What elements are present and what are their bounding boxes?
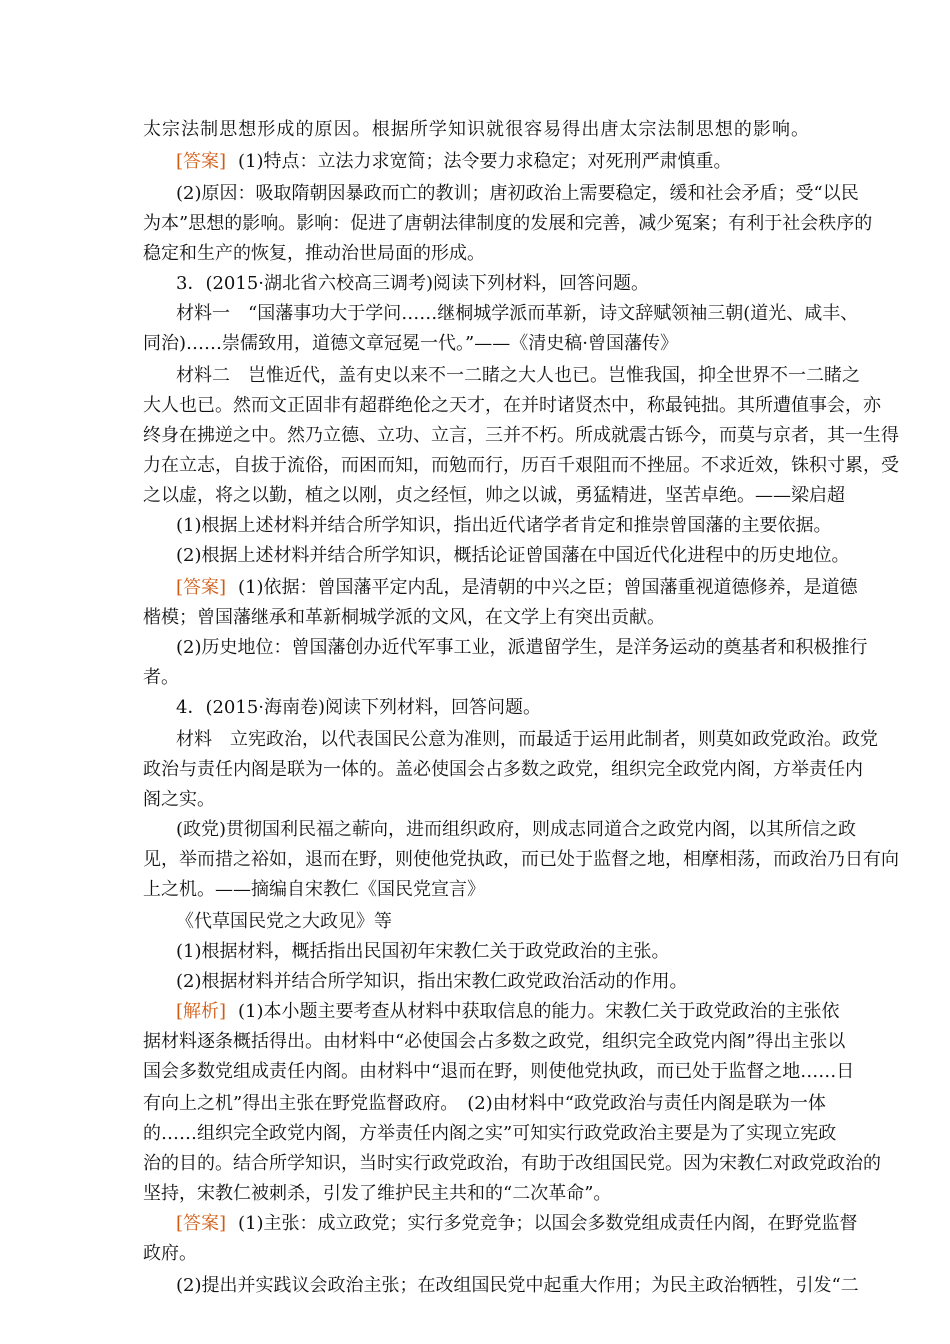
text-line: 为本”思想的影响。影响：促进了唐朝法律制度的发展和完善，减少冤案；有利于社会秩序的 (143, 213, 873, 234)
text-line: 政府。 (143, 1243, 197, 1264)
answer-text: (1)主张：成立政党；实行多党竞争；以国会多数党组成责任内阁，在野党监督 (238, 1213, 858, 1234)
text-line: 有向上之机”得出主张在野党监督政府。 (2)由材料中“政党政治与责任内阁是联为一体 (143, 1093, 826, 1114)
text-line: 同治)……崇儒致用，道德文章冠冕一代。”——《清史稿·曾国藩传》 (143, 333, 678, 354)
text-line: (2)提出并实践议会政治主张；在改组国民党中起重大作用；为民主政治牺牲，引发“二 (176, 1275, 859, 1296)
text-line: 楷模；曾国藩继承和革新桐城学派的文风，在文学上有突出贡献。 (143, 607, 665, 628)
text-line: (2)原因：吸取隋朝因暴政而亡的教训；唐初政治上需要稳定，缓和社会矛盾；受“以民 (176, 183, 859, 204)
analysis-tag: [解析] (176, 1001, 227, 1022)
text-line: 见，举而措之裕如，退而在野，则使他党执政，而已处于监督之地，相摩相荡，而政治乃日有向 (143, 849, 899, 870)
text-line: 者。 (143, 667, 179, 688)
answer-line (176, 150, 809, 174)
question-heading: 4．(2015·海南卷)阅读下列材料，回答问题。 (176, 697, 542, 718)
question-item: (2)根据材料并结合所学知识，指出宋教仁政党政治活动的作用。 (176, 971, 688, 992)
answer-tag: [答案] (176, 1213, 227, 1234)
text-line: 稳定和生产的恢复，推动治世局面的形成。 (143, 243, 485, 264)
answer-text: (1)特点：立法力求宽简；法令要力求稳定；对死刑严肃慎重。 (238, 151, 732, 172)
text-line: 政治与责任内阁是联为一体的。盖必使国会占多数之政党，组织完全政党内阁，方举责任内 (143, 759, 863, 780)
text-line: 上之机。——摘编自宋教仁《国民党宣言》 (143, 879, 485, 900)
text-line: 大人也已。然而文正固非有超群绝伦之天才，在并时诸贤杰中，称最钝拙。其所遭值事会，亦 (143, 395, 881, 416)
text-line: 材料一 “国藩事功大于学问……继桐城学派而革新，诗文辞赋领袖三朝(道光、咸丰、 (176, 303, 859, 324)
text-line: 太宗法制思想形成的原因。根据所学知识就很容易得出唐太宗法制思想的影响。 (143, 119, 809, 140)
answer-tag: [答案] (176, 577, 227, 598)
question-item: (2)根据上述材料并结合所学知识，概括论证曾国藩在中国近代化进程中的历史地位。 (176, 545, 850, 566)
answer-text: (1)依据：曾国藩平定内乱，是清朝的中兴之臣；曾国藩重视道德修养，是道德 (238, 577, 858, 598)
question-item: (1)根据材料，概括指出民国初年宋教仁关于政党政治的主张。 (176, 941, 670, 962)
text-line: 坚持，宋教仁被刺杀，引发了维护民主共和的“二次革命”。 (143, 1183, 612, 1204)
analysis-text: (1)本小题主要考查从材料中获取信息的能力。宋教仁关于政党政治的主张依 (238, 1001, 840, 1022)
text-line: (2)历史地位：曾国藩创办近代军事工业，派遣留学生，是洋务运动的奠基者和积极推行 (176, 637, 868, 658)
text-line: (政党)贯彻国利民福之蕲向，进而组织政府，则成志同道合之政党内阁，以其所信之政 (176, 819, 857, 840)
question-item: (1)根据上述材料并结合所学知识，指出近代诸学者肯定和推崇曾国藩的主要依据。 (176, 515, 832, 536)
answer-line (176, 576, 858, 600)
text-line: 国会多数党组成责任内阁。由材料中“退而在野，则使他党执政，而已处于监督之地……日 (143, 1061, 855, 1082)
text-line: 治的目的。结合所学知识，当时实行政党政治，有助于改组国民党。因为宋教仁对政党政治的 (143, 1153, 881, 1174)
text-line: 力在立志，自拔于流俗，而困而知，而勉而行，历百千艰阻而不挫屈。不求近效，铢积寸累，受 (143, 455, 899, 476)
text-line: 《代草国民党之大政见》等 (176, 911, 392, 932)
text-line: 终身在拂逆之中。然乃立德、立功、立言，三并不朽。所成就震古铄今，而莫与京者，其一生得 (143, 425, 899, 446)
text-line: 阁之实。 (143, 789, 215, 810)
text-line: 据材料逐条概括得出。由材料中“必使国会占多数之政党，组织完全政党内阁”得出主张以 (143, 1031, 846, 1052)
text-line: 的……组织完全政党内阁，方举责任内阁之实”可知实行政党政治主要是为了实现立宪政 (143, 1123, 837, 1144)
text-line: 材料二 岂惟近代，盖有史以来不一二睹之大人也已。岂惟我国，抑全世界不一二睹之 (176, 365, 860, 386)
text-line: 之以虚，将之以勤，植之以刚，贞之经恒，帅之以诚，勇猛精进，坚苦卓绝。——梁启超 (143, 485, 845, 506)
answer-line (176, 1212, 858, 1236)
answer-tag: [答案] (176, 151, 227, 172)
question-heading: 3．(2015·湖北省六校高三调考)阅读下列材料，回答问题。 (176, 273, 650, 294)
text-line: 材料 立宪政治，以代表国民公意为准则，而最适于运用此制者，则莫如政党政治。政党 (176, 729, 878, 750)
analysis-line (176, 1000, 840, 1024)
